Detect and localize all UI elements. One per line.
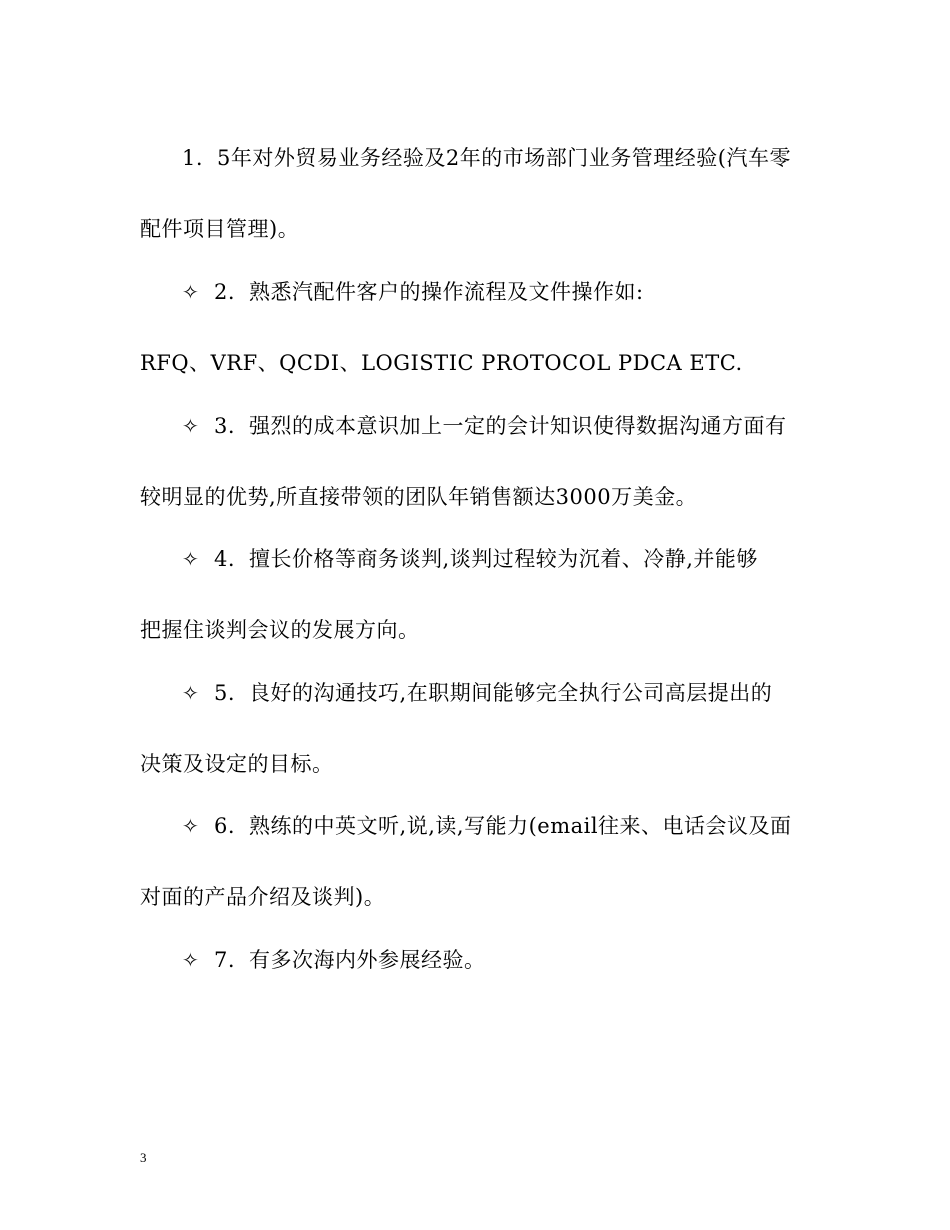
list-item-4-line-1 (182, 544, 862, 574)
item-continuation: 较明显的优势,所直接带领的团队年销售额达3000万美金。 (140, 485, 698, 509)
list-item-6-line-2 (140, 882, 820, 912)
four-point-star-icon: ✧ (182, 547, 200, 571)
four-point-star-icon: ✧ (182, 681, 200, 705)
list-item-4-line-2 (140, 615, 820, 645)
item-text: 熟悉汽配件客户的操作流程及文件操作如: (249, 280, 644, 304)
item-continuation: 配件项目管理)。 (140, 217, 300, 241)
list-item-3-line-2 (140, 482, 820, 512)
four-point-star-icon: ✧ (182, 814, 200, 838)
list-item-5-line-2 (140, 749, 820, 779)
item-text: 强烈的成本意识加上一定的会计知识使得数据沟通方面有 (249, 414, 787, 438)
list-item-1-line-2 (140, 214, 820, 244)
list-item-3-line-1 (182, 411, 862, 441)
four-point-star-icon: ✧ (182, 948, 200, 972)
page-number: 3 (140, 1150, 147, 1165)
item-number: 4. (214, 547, 236, 571)
list-item-1-line-1 (182, 143, 862, 173)
item-number: 6. (214, 814, 236, 838)
item-number: 7. (214, 948, 236, 972)
item-text: 熟练的中英文听,说,读,写能力(email往来、电话会议及面 (249, 814, 792, 838)
item-text: 良好的沟通技巧,在职期间能够完全执行公司高层提出的 (249, 681, 773, 705)
item-number: 5. (214, 681, 236, 705)
item-continuation: 对面的产品介绍及谈判)。 (140, 885, 386, 909)
item-number: 2. (214, 280, 236, 304)
item-number: 3. (214, 414, 236, 438)
item-text: 擅长价格等商务谈判,谈判过程较为沉着、冷静,并能够 (249, 547, 758, 571)
item-continuation: 决策及设定的目标。 (140, 752, 334, 776)
item-continuation: 把握住谈判会议的发展方向。 (140, 618, 420, 642)
list-item-6-line-1 (182, 811, 862, 841)
item-number: 1. (182, 146, 204, 170)
four-point-star-icon: ✧ (182, 414, 200, 438)
list-item-2-line-1 (182, 277, 862, 307)
item-text: 5年对外贸易业务经验及2年的市场部门业务管理经验(汽车零 (217, 146, 791, 170)
list-item-5-line-1 (182, 678, 862, 708)
item-continuation: RFQ、VRF、QCDI、LOGISTIC PROTOCOL PDCA ETC. (140, 351, 743, 375)
list-item-7-line-1 (182, 945, 862, 975)
list-item-2-line-2 (140, 348, 820, 378)
item-text: 有多次海内外参展经验。 (249, 948, 486, 972)
four-point-star-icon: ✧ (182, 280, 200, 304)
